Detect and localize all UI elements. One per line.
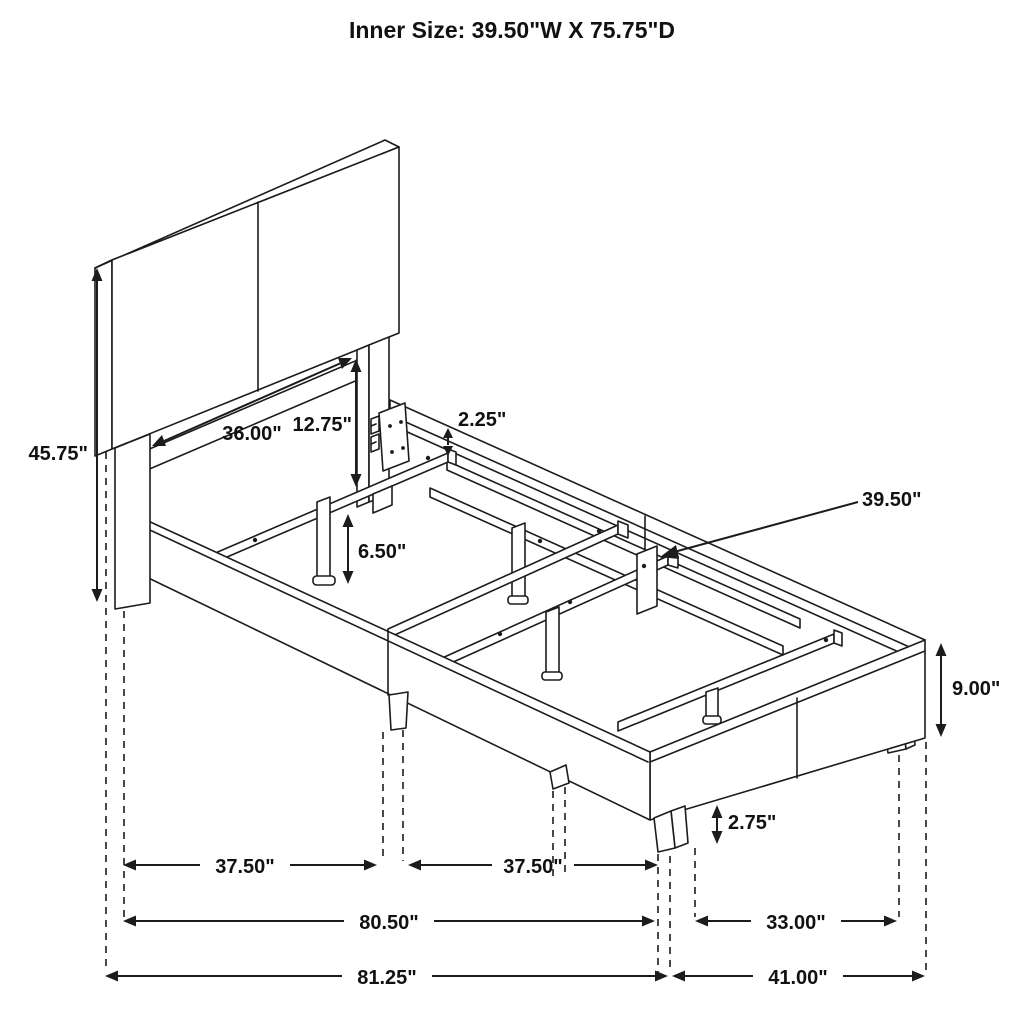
- label-rail-to-slat-drop: 2.25": [458, 409, 507, 431]
- label-overall-width: 41.00": [768, 967, 828, 989]
- label-headboard-inner-width: 36.00": [222, 423, 282, 445]
- dim-side-rail-height: [936, 643, 947, 737]
- headboard-front-leg: [115, 434, 150, 609]
- label-rail-assembly-length: 80.50": [359, 912, 419, 934]
- middle-slat-bracket: [637, 546, 657, 614]
- middle-slat: [440, 546, 678, 680]
- label-head-section-length: 37.50": [215, 856, 275, 878]
- dim-slat-floor-clearance: [343, 514, 354, 584]
- label-center-slat-width: 39.50": [862, 489, 922, 511]
- label-headboard-height: 45.75": [28, 443, 88, 465]
- center-rail-leg: [512, 523, 525, 602]
- far-side-rail: [390, 400, 925, 662]
- center-rail-left: [430, 488, 783, 655]
- label-foot-section-length: 37.50": [503, 856, 563, 878]
- page-title: Inner Size: 39.50"W X 75.75"D: [348, 17, 676, 43]
- footboard-end: [650, 640, 925, 852]
- foot-leg-front: [654, 811, 675, 852]
- label-slat-floor-clearance: 6.50": [358, 541, 407, 563]
- center-rail-right: [447, 461, 800, 628]
- joint-crossbar: [388, 521, 628, 638]
- dim-foot-leg-height: [712, 805, 723, 844]
- label-overall-length: 81.25": [357, 967, 417, 989]
- label-foot-leg-height: 2.75": [728, 812, 777, 834]
- joint-front-leg: [389, 692, 408, 730]
- label-side-rail-height: 9.00": [952, 678, 1001, 700]
- dim-center-slat-width: [660, 502, 858, 559]
- label-foot-leg-span: 33.00": [766, 912, 826, 934]
- head-slat-leg: [317, 497, 330, 581]
- middle-slat-leg: [546, 607, 559, 678]
- label-panel-to-slat-gap: 12.75": [292, 414, 352, 436]
